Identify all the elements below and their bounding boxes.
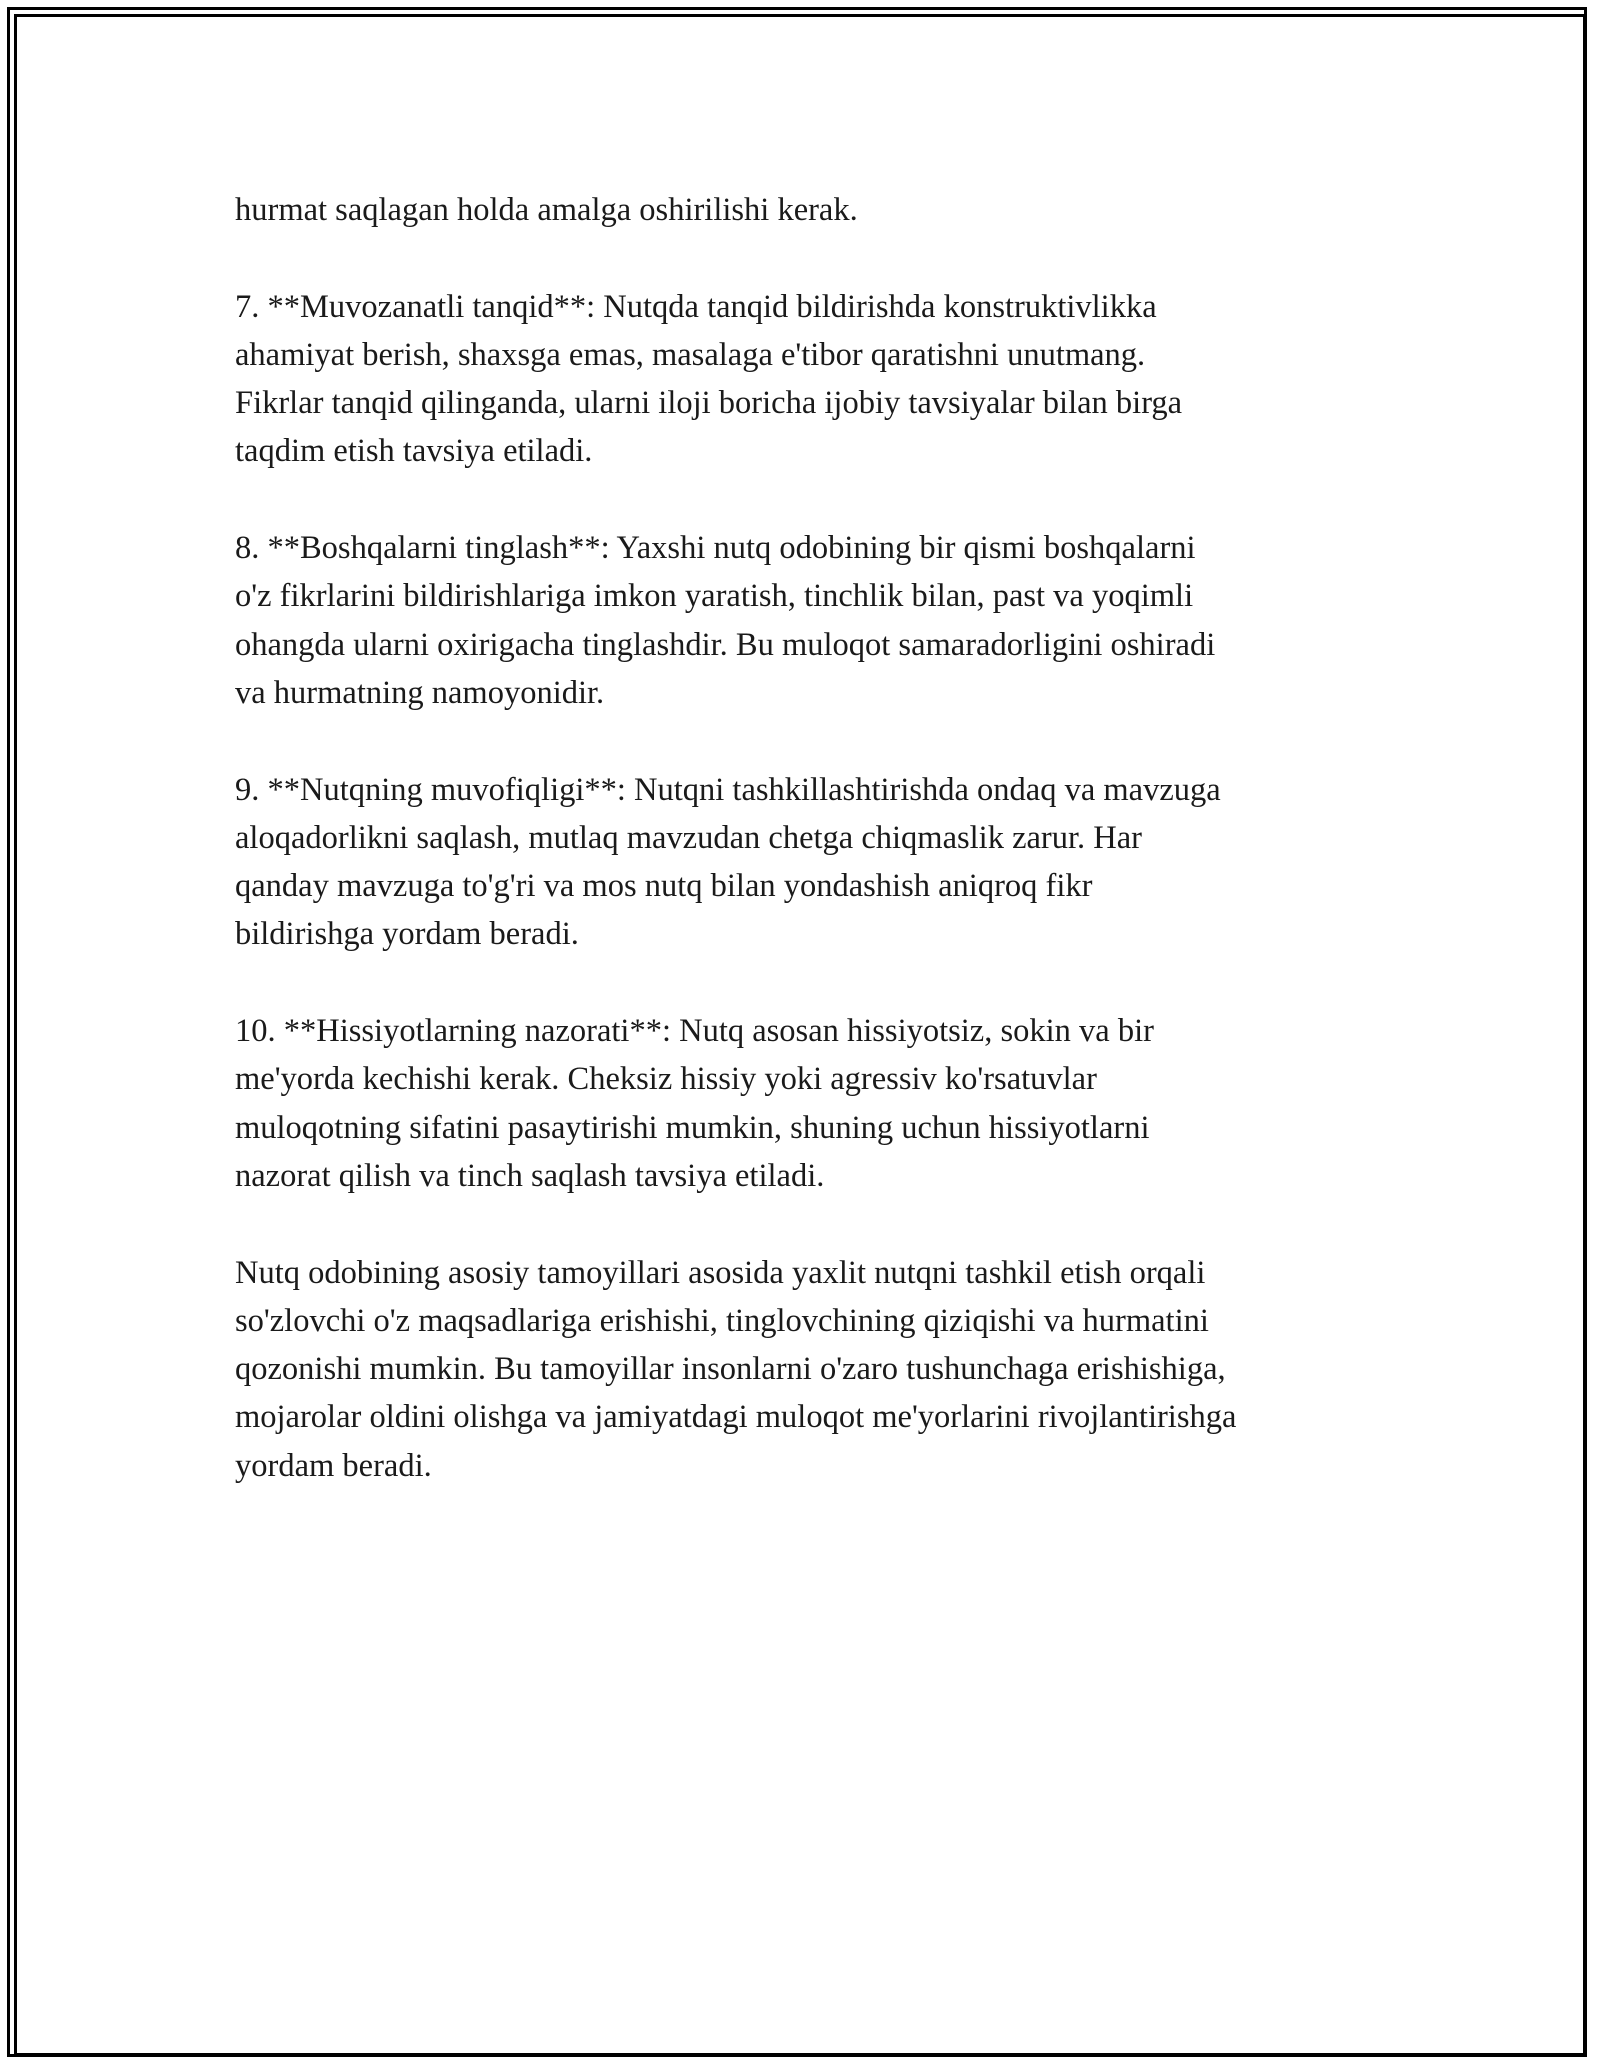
paragraph-item-7: 7. **Muvozanatli tanqid**: Nutqda tanqid bildirishda konstruktivlikka ahamiyat berish, shaxsga emas, masalaga e'tibor qaratishni unutmang. Fikrlar tanqid qilinganda, ularni iloji boricha ijobiy tavsiyalar bilan birga taqdim etish tavsiya etiladi. xyxy=(235,288,1183,470)
paragraph-continuation: hurmat saqlagan holda amalga oshirilishi kerak. xyxy=(235,192,858,228)
paragraph-item-8: 8. **Boshqalarni tinglash**: Yaxshi nutq odobining bir qismi boshqalarni o'z fikrlarini bildirishlariga imkon yaratish, tinchlik bilan, past va yoqimli ohangda ularni oxirigacha tinglashdir. Bu muloqot samaradorligini oshiradi va hurmatning namoyonidir. xyxy=(235,530,1216,711)
document-body xyxy=(235,186,1385,1538)
paragraph-item-10: 10. **Hissiyotlarning nazorati**: Nutq asosan hissiyotsiz, sokin va bir me'yorda kechishi kerak. Cheksiz hissiy yoki agressiv ko'rsatuvlar muloqotning sifatini pasaytirishi mumkin, shuning uchun hissiyotlarni nazorat qilish va tinch saqlash tavsiya etiladi. xyxy=(235,1013,1154,1194)
paragraph-conclusion: Nutq odobining asosiy tamoyillari asosida yaxlit nutqni tashkil etish orqali so'zlovchi o'z maqsadlariga erishishi, tinglovchining qiziqishi va hurmatini qozonishi mumkin. Bu tamoyillar insonlarni o'zaro tushunchaga erishishiga, mojarolar oldini olishga va jamiyatdagi muloqot me'yorlarini rivojlantirishga yordam beradi. xyxy=(235,1254,1237,1484)
paragraph-item-9: 9. **Nutqning muvofiqligi**: Nutqni tashkillashtirishda ondaq va mavzuga aloqadorlikni saqlash, mutlaq mavzudan chetga chiqmaslik zarur. Har qanday mavzuga to'g'ri va mos nutq bilan yondashish aniqroq fikr bildirishga yordam beradi. xyxy=(235,771,1221,953)
